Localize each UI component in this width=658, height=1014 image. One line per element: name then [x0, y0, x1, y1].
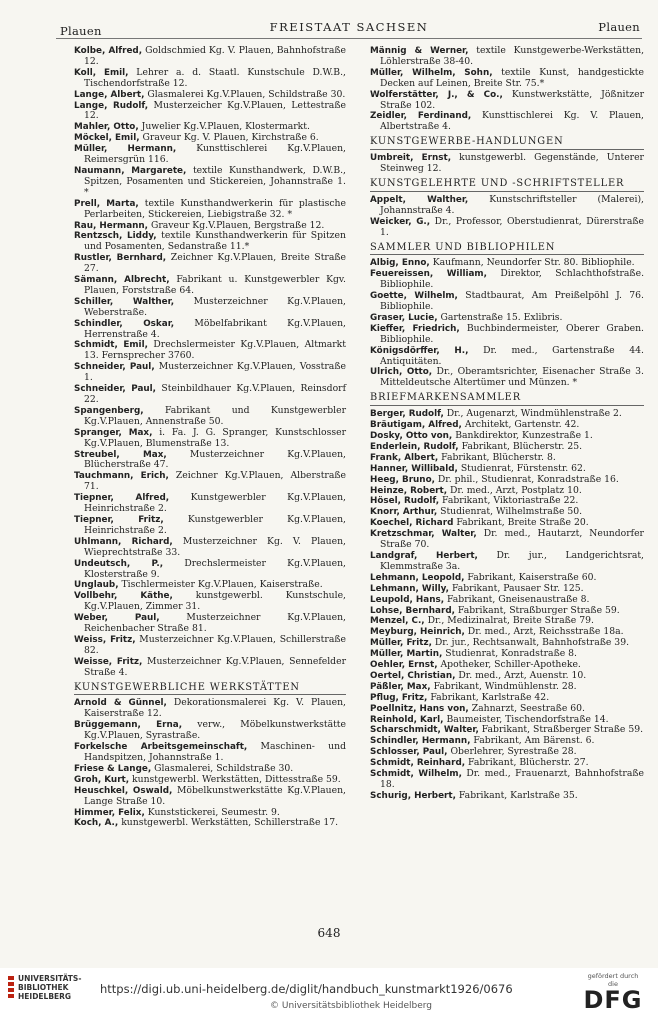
entry-details: Oberlehrer, Syrestraße 28. — [447, 746, 577, 758]
directory-entry — [74, 635, 346, 657]
entry-name: Lange, Rudolf, — [74, 100, 149, 111]
entry-details: Musterzeichner Kg.V.Plauen, Weberstraße. — [84, 295, 346, 318]
viewer-footer — [0, 968, 658, 1014]
entry-details: Fabrikant, Straßburger Straße 59. — [454, 604, 620, 616]
entry-name: Himmer, Felix, — [74, 807, 145, 818]
entry-details: Dr., Augenarzt, Windmühlenstraße 2. — [443, 408, 622, 420]
directory-entry — [74, 450, 346, 472]
directory-entry — [74, 340, 346, 362]
entry-name: Uhlmann, Richard, — [74, 536, 173, 547]
left-column — [74, 46, 346, 829]
entry-details: Drechslermeister Kg.V.Plauen, Klosterstraße 9. — [84, 557, 346, 580]
directory-entry — [370, 217, 644, 239]
directory-entry — [74, 818, 346, 829]
entry-details: kunstgewerbl. Werkstätten, Schillerstraße 17. — [118, 817, 339, 829]
entry-details: Fabrikant, Karlstraße 35. — [455, 789, 578, 801]
copyright-notice: © Universitätsbibliothek Heidelberg — [270, 1001, 433, 1011]
entry-name: Schmidt, Wilhelm, — [370, 769, 462, 780]
entry-name: Müller, Hermann, — [74, 144, 177, 155]
entry-details: kunstgewerbl. Gegenstände, Unterer Steinweg 12. — [380, 152, 644, 175]
directory-entry — [74, 720, 346, 742]
entry-details: Fabrikant, Blücherstr. 25. — [458, 440, 583, 452]
entry-name: Scharschmidt, Walter, — [370, 725, 479, 736]
entry-name: Müller, Wilhelm, Sohn, — [370, 67, 493, 78]
directory-entry — [74, 742, 346, 764]
entry-name: Kolbe, Alfred, — [74, 46, 143, 56]
university-library-logo — [8, 974, 82, 1001]
directory-entry — [370, 324, 644, 346]
header-center: FREISTAAT SACHSEN — [269, 20, 429, 34]
entry-details: Musterzeichner Kg.V.Plauen, Blücherstraße 47. — [84, 448, 346, 471]
entry-name: Forkelsche Arbeitsgemeinschaft, — [74, 742, 248, 753]
entry-name: Pflug, Fritz, — [370, 692, 428, 703]
header-right: Plauen — [598, 20, 640, 34]
section-heading: BRIEFMARKENSAMMLER — [370, 393, 644, 406]
entry-name: Lange, Albert, — [74, 89, 145, 100]
entry-name: Landgraf, Herbert, — [370, 550, 478, 561]
entry-name: Rau, Hermann, — [74, 220, 149, 231]
entry-details: Zeichner Kg.V.Plauen, Breite Straße 27. — [84, 252, 346, 275]
entry-details: Musterzeichner Kg.V.Plauen, Reichenbacher Straße 81. — [84, 612, 346, 635]
directory-entry — [74, 493, 346, 515]
entry-name: Reinhold, Karl, — [370, 714, 444, 725]
directory-entry — [370, 551, 644, 573]
directory-entry — [74, 166, 346, 199]
entry-name: Unglaub, — [74, 580, 119, 591]
directory-entry — [74, 613, 346, 635]
entry-details: Kunsttischlerei Kg.V.Plauen, Reimersgrün 116. — [84, 143, 346, 166]
entry-details: Dr. med., Arzt, Auenstr. 10. — [455, 669, 587, 681]
entry-name: Goette, Wilhelm, — [370, 291, 458, 302]
entry-details: Glasmalerei Kg.V.Plauen, Schildstraße 30. — [144, 88, 346, 100]
entry-name: Zeidler, Ferdinand, — [370, 111, 472, 122]
entry-details: Dr., Medizinalrat, Breite Straße 79. — [424, 615, 594, 627]
directory-entry — [370, 68, 644, 90]
entry-details: Stadtbaurat, Am Preißelpöhl J. 76. Bibliophile. — [380, 290, 644, 313]
directory-entry — [370, 791, 644, 802]
entry-name: Kieffer, Friedrich, — [370, 323, 460, 334]
entry-details: Fabrikant, Am Bärenst. 6. — [470, 735, 595, 747]
directory-entry — [370, 111, 644, 133]
entry-name: Schiller, Walther, — [74, 296, 175, 307]
directory-entry — [74, 231, 346, 253]
entry-details: Fabrikant u. Kunstgewerbler Kgv. Plauen, Forststraße 64. — [84, 274, 346, 296]
entry-details: Musterzeicher Kg.V.Plauen, Lettestraße 12. — [84, 99, 346, 122]
entry-name: Tiepner, Alfred, — [74, 493, 170, 504]
directory-entry — [370, 46, 644, 68]
entry-details: Fabrikant, Pausaer Str. 125. — [449, 582, 584, 594]
directory-entry — [74, 471, 346, 493]
directory-entry — [74, 515, 346, 537]
entry-details: Musterzeichner Kg.V.Plauen, Vosstraße 1. — [84, 361, 346, 384]
entry-name: Schurig, Herbert, — [370, 790, 456, 801]
entry-details: Drechslermeister Kg.V.Plauen, Altmarkt 13. Fernsprecher 3760. — [84, 339, 347, 362]
entry-details: Zahnarzt, Seestraße 60. — [468, 702, 585, 714]
entry-details: Kunstschriftsteller (Malerei), Johannstraße 4. — [380, 193, 644, 216]
entry-details: Möbelkunstwerkstätte Kg.V.Plauen, Lange Straße 10. — [84, 784, 346, 807]
entry-name: Lehmann, Willy, — [370, 583, 450, 594]
entry-name: Spangenberg, — [74, 405, 144, 416]
entry-name: Tiepner, Fritz, — [74, 514, 164, 525]
entry-name: Hanner, Willibald, — [370, 463, 458, 474]
entry-name: Weicker, G., — [370, 216, 431, 227]
section-heading: KUNSTGEWERBE-HANDLUNGEN — [370, 137, 644, 150]
entry-details: textile Kunst, handgestickte Decken auf Leinen, Breite Str. 75.* — [380, 66, 644, 89]
entry-details: Dr. med., Arzt, Reichsstraße 18a. — [464, 626, 624, 638]
entry-details: Tischlermeister Kg.V.Plauen, Kaiserstraße. — [118, 579, 323, 591]
directory-entry — [370, 195, 644, 217]
entry-details: Fabrikant, Straßberger Straße 59. — [478, 724, 644, 736]
entry-name: Streubel, Max, — [74, 449, 167, 460]
directory-entry — [74, 559, 346, 581]
entry-details: Fabrikant, Blücherstr. 8. — [438, 451, 556, 463]
entry-name: Rustler, Bernhard, — [74, 253, 167, 264]
entry-name: Oehler, Ernst, — [370, 660, 438, 671]
entry-details: Fabrikant, Breite Straße 20. — [453, 517, 589, 529]
entry-name: Dosky, Otto von, — [370, 431, 453, 441]
entry-name: Koechel, Richard — [370, 518, 454, 529]
entry-details: Graveur Kg. V. Plauen, Kirchstraße 6. — [139, 132, 319, 144]
entry-name: Heuschkel, Oswald, — [74, 785, 173, 796]
entry-details: verw., Möbelkunstwerkstätte Kg.V.Plauen, Syrastraße. — [84, 719, 346, 742]
section-heading: KUNSTGELEHRTE UND -SCHRIFTSTELLER — [370, 179, 644, 192]
entry-name: Menzel, C., — [370, 616, 425, 627]
entry-name: Kretzschmar, Walter, — [370, 529, 477, 540]
entry-details: Dr. jur., Rechtsanwalt, Bahnhofstraße 39. — [431, 637, 630, 649]
entry-details: Kunstgewerbler Kg.V.Plauen, Heinrichstraße 2. — [84, 513, 346, 536]
entry-details: Musterzeichner Kg. V. Plauen, Wieprechtstraße 33. — [84, 535, 346, 558]
entry-name: Heeg, Bruno, — [370, 474, 435, 485]
directory-entry — [74, 275, 346, 297]
entry-name: Arnold & Günnel, — [74, 698, 167, 709]
entry-name: Schmidt, Reinhard, — [370, 758, 466, 769]
entry-name: Koll, Emil, — [74, 67, 129, 78]
entry-details: Gartenstraße 15. Exlibris. — [437, 311, 563, 323]
entry-name: Rentzsch, Liddy, — [74, 231, 157, 242]
directory-entry — [370, 367, 644, 389]
entry-details: Studienrat, Fürstenstr. 62. — [457, 462, 586, 474]
directory-entry — [74, 384, 346, 406]
entry-name: Möckel, Emil, — [74, 133, 140, 144]
entry-details: Fabrikant, Viktoriastraße 22. — [439, 495, 579, 507]
directory-entry — [74, 362, 346, 384]
entry-name: Oertel, Christian, — [370, 670, 456, 681]
entry-details: Direktor, Schlachthofstraße. Bibliophile. — [380, 268, 645, 291]
section-heading: SAMMLER UND BIBLIOPHILEN — [370, 243, 644, 256]
entry-details: Maschinen- und Handspitzen, Johannstraße 1. — [84, 741, 347, 763]
entry-details: textile Kunsthandwerkerin für plastische Perlarbeiten, Stickereien, Liebigstraße 32. * — [84, 197, 346, 220]
right-column — [370, 46, 644, 802]
directory-entry — [74, 68, 346, 90]
entry-details: Fabrikant, Blücherstr. 27. — [465, 757, 589, 769]
directory-entry — [74, 46, 346, 68]
entry-details: kunstgewerbl. Werkstätten, Dittesstraße 59. — [129, 773, 341, 785]
entry-name: Frank, Albert, — [370, 452, 439, 463]
directory-entry — [74, 199, 346, 221]
entry-name: Spranger, Max, — [74, 427, 153, 438]
entry-details: Studienrat, Konradstraße 8. — [442, 648, 577, 660]
entry-details: Kunststickerei, Seumestr. 9. — [144, 806, 280, 818]
directory-entry — [74, 406, 346, 428]
entry-name: Koch, A., — [74, 818, 119, 829]
entry-details: Glasmalerei, Schildstraße 30. — [151, 762, 294, 774]
directory-entry — [74, 657, 346, 679]
entry-name: Schneider, Paul, — [74, 384, 157, 395]
entry-details: Fabrikant, Windmühlenstr. 28. — [430, 680, 577, 692]
directory-entry — [74, 101, 346, 123]
entry-details: Dekorationsmalerei Kg. V. Plauen, Kaiserstraße 12. — [84, 697, 346, 720]
entry-name: Umbreit, Ernst, — [370, 153, 452, 164]
entry-details: textile Kunsthandwerk, D.W.B., Spitzen, Posamenten und Stickereien, Johannstraße 1. * — [84, 164, 346, 198]
entry-name: Lohse, Bernhard, — [370, 605, 455, 616]
directory-entry — [370, 291, 644, 313]
directory-entry — [74, 297, 346, 319]
directory-entry — [370, 269, 644, 291]
directory-entry — [74, 537, 346, 559]
entry-details: Fabrikant, Karlstraße 42. — [427, 691, 550, 703]
entry-name: Schlosser, Paul, — [370, 747, 448, 758]
entry-details: Dr. med., Frauenarzt, Bahnhofstraße 18. — [380, 768, 644, 790]
directory-entry — [74, 591, 346, 613]
entry-name: Schmidt, Emil, — [74, 340, 148, 351]
running-header — [56, 18, 642, 39]
entry-name: Mahler, Otto, — [74, 122, 139, 133]
entry-name: Vollbehr, Käthe, — [74, 591, 173, 602]
header-left: Plauen — [60, 24, 102, 38]
entry-details: Möbelfabrikant Kg.V.Plauen, Herrenstraße 4. — [84, 317, 346, 340]
entry-details: Dr., Oberamtsrichter, Eisenacher Straße 3. Mitteldeutsche Altertümer und Münzen. * — [380, 366, 644, 389]
entry-details: Goldschmied Kg. V. Plauen, Bahnhofstraße 12. — [84, 45, 346, 67]
entry-details: Juwelier Kg.V.Plauen, Klostermarkt. — [138, 121, 310, 133]
entry-name: Tauchmann, Erich, — [74, 471, 169, 482]
entry-name: Lehmann, Leopold, — [370, 572, 465, 583]
entry-details: Fabrikant und Kunstgewerbler Kg.V.Plauen, Annenstraße 50. — [84, 404, 346, 427]
entry-details: kunstgewerbl. Kunstschule, Kg.V.Plauen, Zimmer 31. — [84, 590, 346, 613]
entry-details: Steinbildhauer Kg.V.Plauen, Reinsdorf 22. — [84, 383, 346, 405]
entry-details: textile Kunsthandwerkerin für Spitzen und Posamenten, Sedanstraße 11.* — [84, 230, 346, 253]
entry-name: Appelt, Walther, — [370, 194, 469, 205]
entry-name: Albig, Enno, — [370, 258, 430, 269]
page-number: 648 — [317, 926, 341, 940]
directory-entry — [74, 428, 346, 450]
entry-name: Weiss, Fritz, — [74, 634, 136, 645]
entry-details: Dr., Professor, Oberstudienrat, Dürerstraße 1. — [380, 215, 644, 238]
entry-details: Dr. phil., Studienrat, Konradstraße 16. — [434, 473, 619, 485]
entry-name: Prell, Marta, — [74, 198, 139, 209]
entry-name: Enderlein, Rudolf, — [370, 441, 459, 452]
directory-entry — [74, 319, 346, 341]
entry-name: Hösel, Rudolf, — [370, 496, 440, 507]
entry-name: Schindler, Oskar, — [74, 318, 175, 329]
entry-details: Fabrikant, Kaiserstraße 60. — [464, 571, 597, 583]
entry-details: Musterzeichner Kg.V.Plauen, Schillerstraße 82. — [84, 633, 346, 656]
entry-name: Meyburg, Heinrich, — [370, 627, 465, 638]
entry-name: Weisse, Fritz, — [74, 656, 143, 667]
entry-name: Feuereissen, William, — [370, 269, 487, 280]
entry-details: Zeichner Kg.V.Plauen, Alberstraße 71. — [84, 470, 346, 493]
entry-name: Brüggemann, Erna, — [74, 720, 183, 731]
entry-name: Heinze, Robert, — [370, 485, 448, 496]
library-logo-icon — [8, 976, 14, 1002]
funder-caption: gefördert durch die — [587, 972, 639, 988]
entry-name: Schneider, Paul, — [74, 362, 155, 373]
entry-name: Wolferstätter, J., & Co., — [370, 89, 503, 100]
entry-details: Studienrat, Wilhelmstraße 50. — [437, 506, 583, 518]
entry-details: Architekt, Gartenstr. 42. — [461, 419, 580, 431]
section-heading: KUNSTGEWERBLICHE WERKSTÄTTEN — [74, 683, 346, 696]
entry-details: Dr. med., Gartenstraße 44. Antiquitäten. — [380, 344, 644, 367]
entry-details: Buchbindermeister, Oberer Graben. Bibliophile. — [380, 322, 645, 345]
library-logo-text: UNIVERSITÄTS-BIBLIOTHEK HEIDELBERG — [18, 974, 82, 1001]
entry-name: Müller, Fritz, — [370, 638, 432, 649]
entry-name: Groh, Kurt, — [74, 774, 130, 785]
entry-details: Dr. med., Arzt, Postplatz 10. — [447, 484, 582, 496]
entry-details: Lehrer a. d. Staatl. Kunstschule D.W.B., Tischendorfstraße 12. — [84, 66, 346, 89]
entry-name: Ulrich, Otto, — [370, 367, 433, 378]
directory-entry — [370, 90, 644, 112]
entry-name: Männig & Werner, — [370, 46, 469, 56]
entry-details: Baumeister, Tischendorfstraße 14. — [443, 713, 609, 725]
entry-name: Knorr, Arthur, — [370, 507, 438, 518]
entry-details: Dr. jur., Landgerichtsrat, Klemmstraße 3a. — [380, 549, 644, 572]
entry-name: Bräutigam, Alfred, — [370, 420, 462, 431]
entry-name: Naumann, Margarete, — [74, 165, 187, 176]
entry-details: Bankdirektor, Kunzestraße 1. — [452, 430, 593, 441]
dfg-logo — [582, 972, 644, 1012]
entry-name: Weber, Paul, — [74, 613, 160, 624]
directory-entry — [74, 698, 346, 720]
entry-name: Poellnitz, Hans von, — [370, 703, 469, 714]
directory-entry — [370, 153, 644, 175]
entry-name: Päßler, Max, — [370, 681, 431, 692]
entry-details: Musterzeichner Kg.V.Plauen, Sennefelder Straße 4. — [84, 655, 346, 678]
entry-name: Sämann, Albrecht, — [74, 275, 170, 286]
entry-details: Kaufmann, Neundorfer Str. 80. Bibliophile. — [429, 257, 635, 269]
entry-details: Graveur Kg.V.Plauen, Bergstraße 12. — [148, 219, 325, 231]
entry-name: Leupold, Hans, — [370, 594, 445, 605]
entry-details: Fabrikant, Gneisenaustraße 8. — [444, 593, 590, 605]
entry-details: i. Fa. J. G. Spranger, Kunstschlosser Kg.V.Plauen, Blumenstraße 13. — [84, 426, 346, 449]
entry-name: Undeutsch, P., — [74, 558, 164, 569]
entry-name: Müller, Martin, — [370, 649, 443, 660]
entry-details: textile Kunstgewerbe-Werkstätten, Löhlerstraße 38-40. — [380, 45, 645, 67]
permalink[interactable]: https://digi.ub.uni-heidelberg.de/diglit/handbuch_kunstmarkt1926/0676 — [100, 982, 513, 996]
entry-name: Graser, Lucie, — [370, 312, 438, 323]
directory-entry — [74, 144, 346, 166]
entry-details: Kunsttischlerei Kg. V. Plauen, Albertstraße 4. — [380, 110, 644, 133]
entry-name: Friese & Lange, — [74, 763, 152, 774]
funder-logo-text: DFG — [583, 986, 643, 1014]
directory-entry — [74, 786, 346, 808]
entry-details: Kunstgewerbler Kg.V.Plauen, Heinrichstraße 2. — [84, 492, 346, 515]
entry-name: Berger, Rudolf, — [370, 409, 444, 420]
entry-name: Schindler, Hermann, — [370, 736, 471, 747]
directory-entry — [370, 346, 644, 368]
entry-details: Kunstwerkstätte, Jößnitzer Straße 102. — [380, 88, 644, 111]
entry-details: Apotheker, Schiller-Apotheke. — [437, 659, 581, 671]
directory-entry — [370, 529, 644, 551]
entry-details: Dr. med., Hautarzt, Neundorfer Straße 70. — [380, 528, 644, 551]
directory-entry — [370, 769, 644, 791]
directory-entry — [74, 253, 346, 275]
entry-name: Königsdörffer, H., — [370, 345, 469, 356]
